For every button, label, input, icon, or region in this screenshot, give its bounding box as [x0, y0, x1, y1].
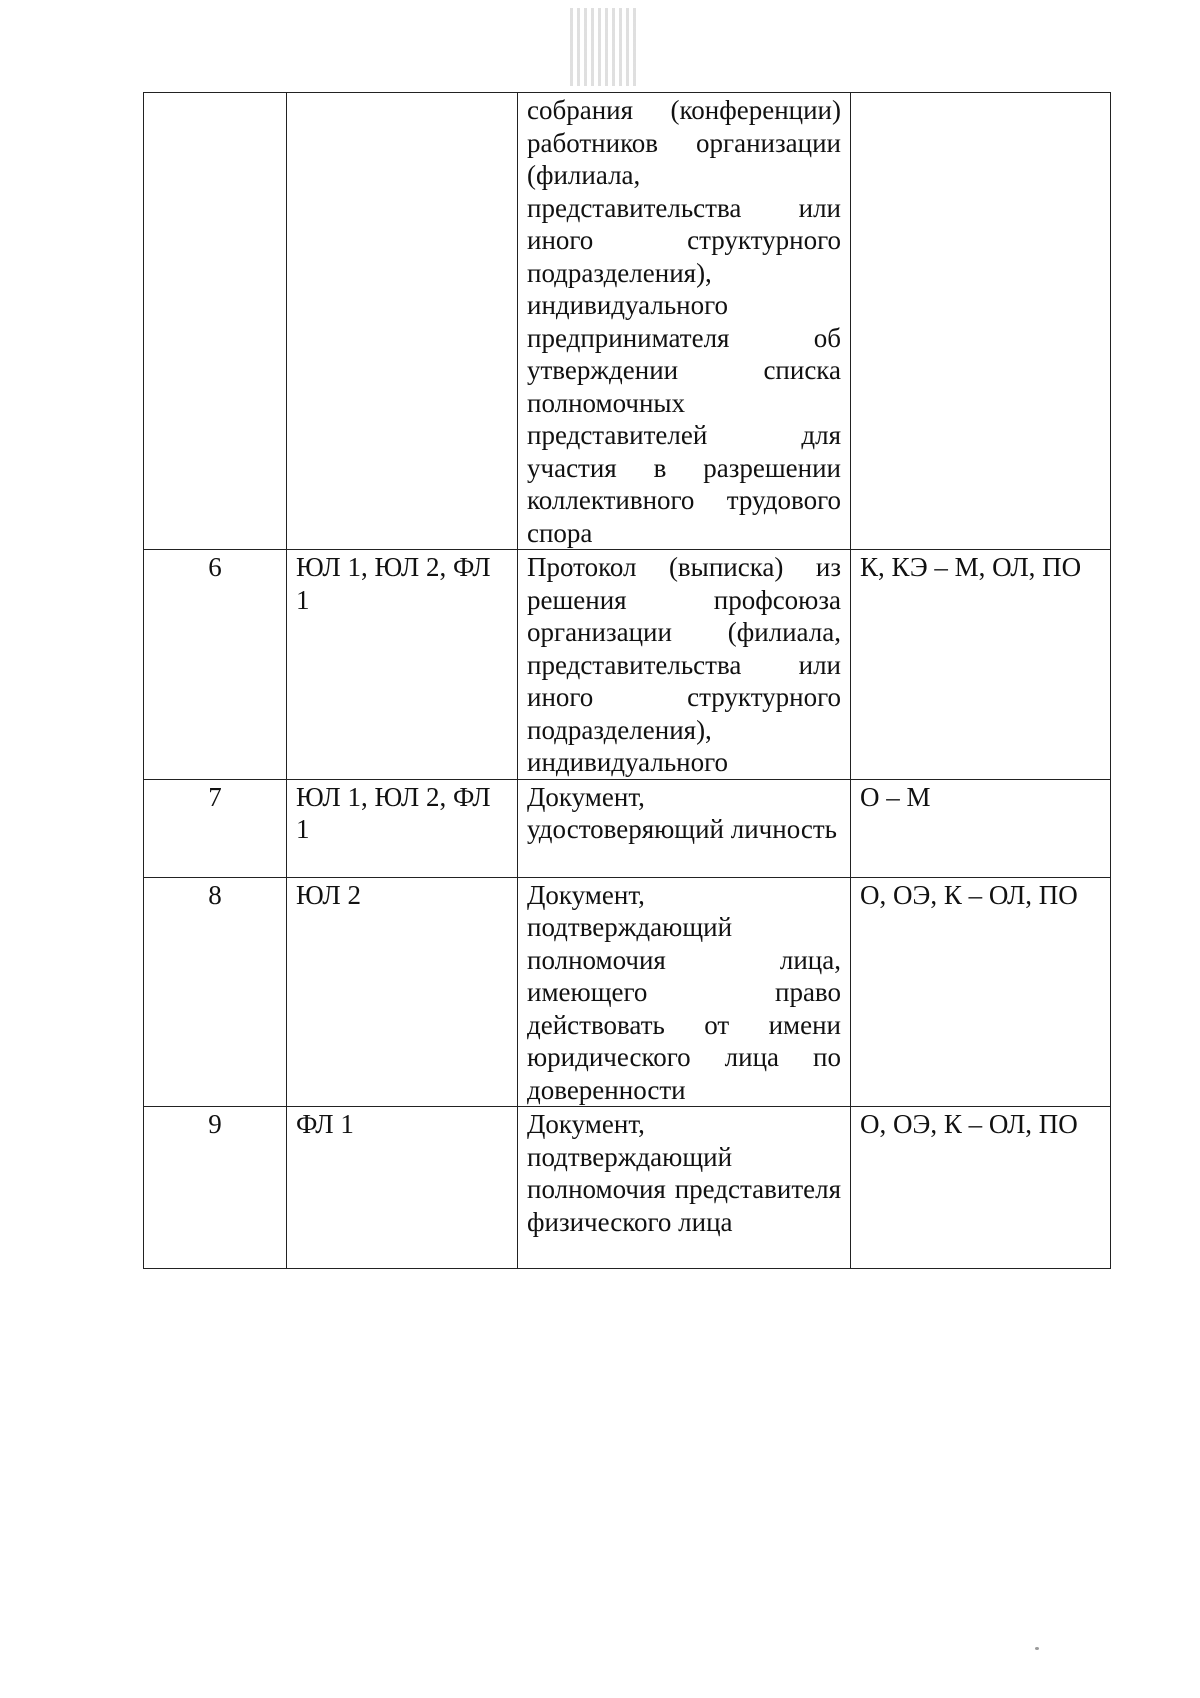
table-row	[144, 550, 1111, 780]
document-form-cell: О, ОЭ, К – ОЛ, ПО	[851, 877, 1111, 1107]
applicant-category-cell: ФЛ 1	[287, 1107, 518, 1269]
applicant-category-cell: ЮЛ 1, ЮЛ 2, ФЛ 1	[287, 779, 518, 877]
document-name-cell: Протокол (выписка) из решения профсоюза организации (филиала, представительства или иного структурного подразделения), индивидуального	[518, 550, 851, 780]
applicant-category-cell: ЮЛ 2	[287, 877, 518, 1107]
document-name-cell: Документ, подтверждающий полномочия лица, имеющего право действовать от имени юридического лица по доверенности	[518, 877, 851, 1107]
page-top-mark	[570, 8, 640, 86]
scan-speck	[1035, 1647, 1039, 1650]
applicant-category-cell: ЮЛ 1, ЮЛ 2, ФЛ 1	[287, 550, 518, 780]
document-name-cell: собрания (конференции) работников организации (филиала, представительства или иного структурного подразделения), индивидуального предпринимателя об утверждении списка полномочных представителей для участия в разрешении коллективного трудового спора	[518, 93, 851, 550]
table-row	[144, 1107, 1111, 1269]
row-number-cell: 7	[144, 779, 287, 877]
document-form-cell	[851, 93, 1111, 550]
table-row	[144, 779, 1111, 877]
document-name-cell: Документ, подтверждающий полномочия представителя физического лица	[518, 1107, 851, 1269]
documents-table	[143, 92, 1111, 1269]
table-row	[144, 93, 1111, 550]
row-number-cell	[144, 93, 287, 550]
row-number-cell: 8	[144, 877, 287, 1107]
applicant-category-cell	[287, 93, 518, 550]
row-number-cell: 9	[144, 1107, 287, 1269]
row-number-cell: 6	[144, 550, 287, 780]
document-form-cell: О, ОЭ, К – ОЛ, ПО	[851, 1107, 1111, 1269]
document-form-cell: О – М	[851, 779, 1111, 877]
document-form-cell: К, КЭ – М, ОЛ, ПО	[851, 550, 1111, 780]
document-name-cell: Документ, удостоверяющий личность	[518, 779, 851, 877]
table-row	[144, 877, 1111, 1107]
